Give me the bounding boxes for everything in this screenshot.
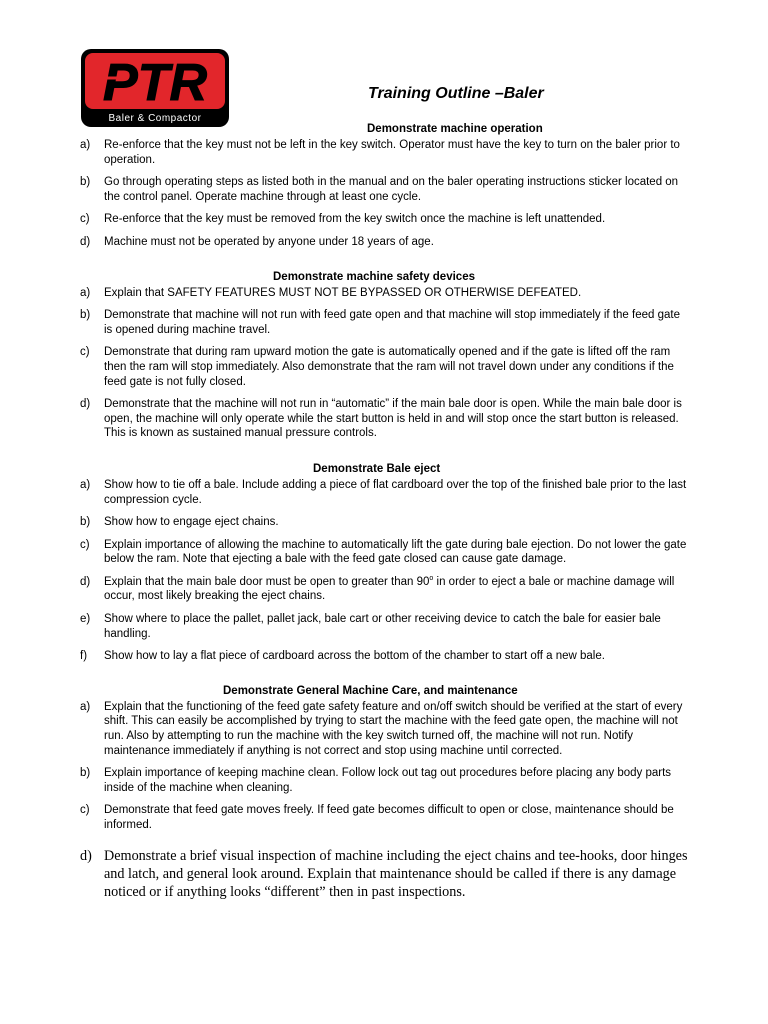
degree-superscript: o	[429, 575, 434, 583]
document-body	[80, 122, 690, 909]
item-letter: b)	[80, 767, 91, 780]
list-item	[80, 138, 690, 167]
item-text: Go through operating steps as listed both in the manual and on the baler operating instructions sticker located on the control panel. Operate machine through at least one cycle.	[104, 176, 679, 203]
item-letter: b)	[80, 309, 91, 322]
item-text: Demonstrate that the machine will not run in “automatic” if the main bale door is open. While the main bale door is open, the machine will only operate while the start button is held in and will stop once the start button is released. This is known as sustained manual pressure controls.	[104, 398, 682, 440]
list-item	[80, 345, 690, 389]
item-text: Re-enforce that the key must not be left in the key switch. Operator must have the key to turn on the baler prior to operation.	[104, 139, 680, 166]
item-letter: d)	[80, 847, 92, 864]
item-text-after: in order to eject a bale or machine damage will occur, most likely breaking the eject chains.	[104, 575, 675, 603]
logo-tagline: Baler & Compactor	[108, 113, 202, 124]
section-machine-care	[80, 684, 690, 901]
item-letter: a)	[80, 700, 91, 713]
list-item	[80, 538, 690, 567]
item-letter: d)	[80, 575, 91, 588]
list-item	[80, 212, 690, 227]
list-item	[80, 235, 690, 250]
list-item	[80, 515, 690, 530]
list-item	[80, 286, 690, 301]
item-letter: e)	[80, 613, 91, 626]
item-text: Explain importance of allowing the machine to automatically lift the gate during bale ejection. Do not lower the gate below the ram. Note that ejecting a bale with the feed gate closed can cause gate damage.	[104, 538, 687, 566]
item-text: Show how to lay a flat piece of cardboard across the bottom of the chamber to start off a new bale.	[104, 650, 605, 663]
ptr-logo	[80, 48, 230, 128]
section-machine-operation	[80, 122, 690, 250]
list-item	[80, 397, 690, 441]
item-text: Show how to tie off a bale. Include adding a piece of flat cardboard over the top of the finished bale prior to the last compression cycle.	[104, 478, 687, 506]
item-text: Demonstrate that feed gate moves freely. If feed gate becomes difficult to open or close, maintenance should be informed.	[104, 804, 674, 831]
item-text: Show how to engage eject chains.	[104, 516, 279, 529]
item-text: Demonstrate a brief visual inspection of machine including the eject chains and tee-hooks, door hinges and latch, and general look around. Explain that maintenance should be called if there is any damage noticed or if anything looks “different” then in past inspections.	[104, 847, 688, 900]
section-heading: Demonstrate Bale eject	[313, 462, 441, 475]
item-text-before: Explain that the main bale door must be open to greater than 90	[104, 575, 430, 588]
item-letter: c)	[80, 213, 90, 226]
item-letter: d)	[80, 398, 91, 411]
item-letter: a)	[80, 478, 91, 491]
item-letter: c)	[80, 538, 90, 551]
section-safety-devices	[80, 270, 690, 441]
section-heading: Demonstrate General Machine Care, and maintenance	[223, 684, 518, 697]
list-item	[80, 766, 690, 795]
list-item	[80, 308, 690, 337]
list-item	[80, 700, 690, 758]
item-letter: c)	[80, 804, 90, 817]
ptr-logo-graphic	[80, 48, 230, 128]
item-text: Machine must not be operated by anyone under 18 years of age.	[104, 235, 434, 248]
item-text: Re-enforce that the key must be removed from the key switch once the machine is left unattended.	[104, 213, 606, 226]
section-heading: Demonstrate machine safety devices	[273, 270, 475, 283]
list-item	[80, 478, 690, 507]
list-item	[80, 649, 690, 664]
list-item	[80, 575, 690, 604]
document-title: Training Outline –Baler	[368, 85, 544, 102]
item-text: Demonstrate that during ram upward motion the gate is automatically opened and if the gate is lifted off the ram then the ram will stop immediately. Also demonstrate that the ram will not travel down under any conditions if the feed gate is not fully closed.	[104, 346, 674, 388]
item-letter: b)	[80, 516, 91, 529]
logo-text: PTR	[103, 54, 207, 112]
section-heading: Demonstrate machine operation	[367, 123, 543, 135]
item-text: Explain that SAFETY FEATURES MUST NOT BE BYPASSED OR OTHERWISE DEFEATED.	[104, 286, 582, 299]
item-text: Demonstrate that machine will not run with feed gate open and that machine will stop immediately if the feed gate is opened during machine travel.	[104, 309, 680, 336]
item-text	[104, 575, 690, 604]
list-item	[80, 847, 690, 901]
section-bale-eject	[80, 462, 690, 664]
item-letter: c)	[80, 346, 90, 359]
item-letter: d)	[80, 235, 91, 248]
list-item	[80, 612, 690, 641]
item-letter: a)	[80, 286, 91, 299]
item-letter: f)	[80, 650, 88, 663]
item-text: Show where to place the pallet, pallet jack, bale cart or other receiving device to catch the bale for easier bale handling.	[104, 613, 661, 640]
item-text: Explain that the functioning of the feed gate safety feature and on/off switch should be verified at the start of every shift. This can easily be accomplished by trying to start the machine with the feed gate open, the machine will not run. Also by attempting to run the machine with the key switch turned off, the machine will not run. Notify maintenance immediately if anything is not correct and stop using machine until corrected.	[104, 700, 683, 757]
list-item	[80, 175, 690, 204]
item-letter: a)	[80, 139, 91, 151]
list-item	[80, 803, 690, 832]
item-letter: b)	[80, 176, 91, 189]
item-text: Explain importance of keeping machine clean. Follow lock out tag out procedures before placing any body parts inside of the machine when cleaning.	[104, 767, 672, 794]
